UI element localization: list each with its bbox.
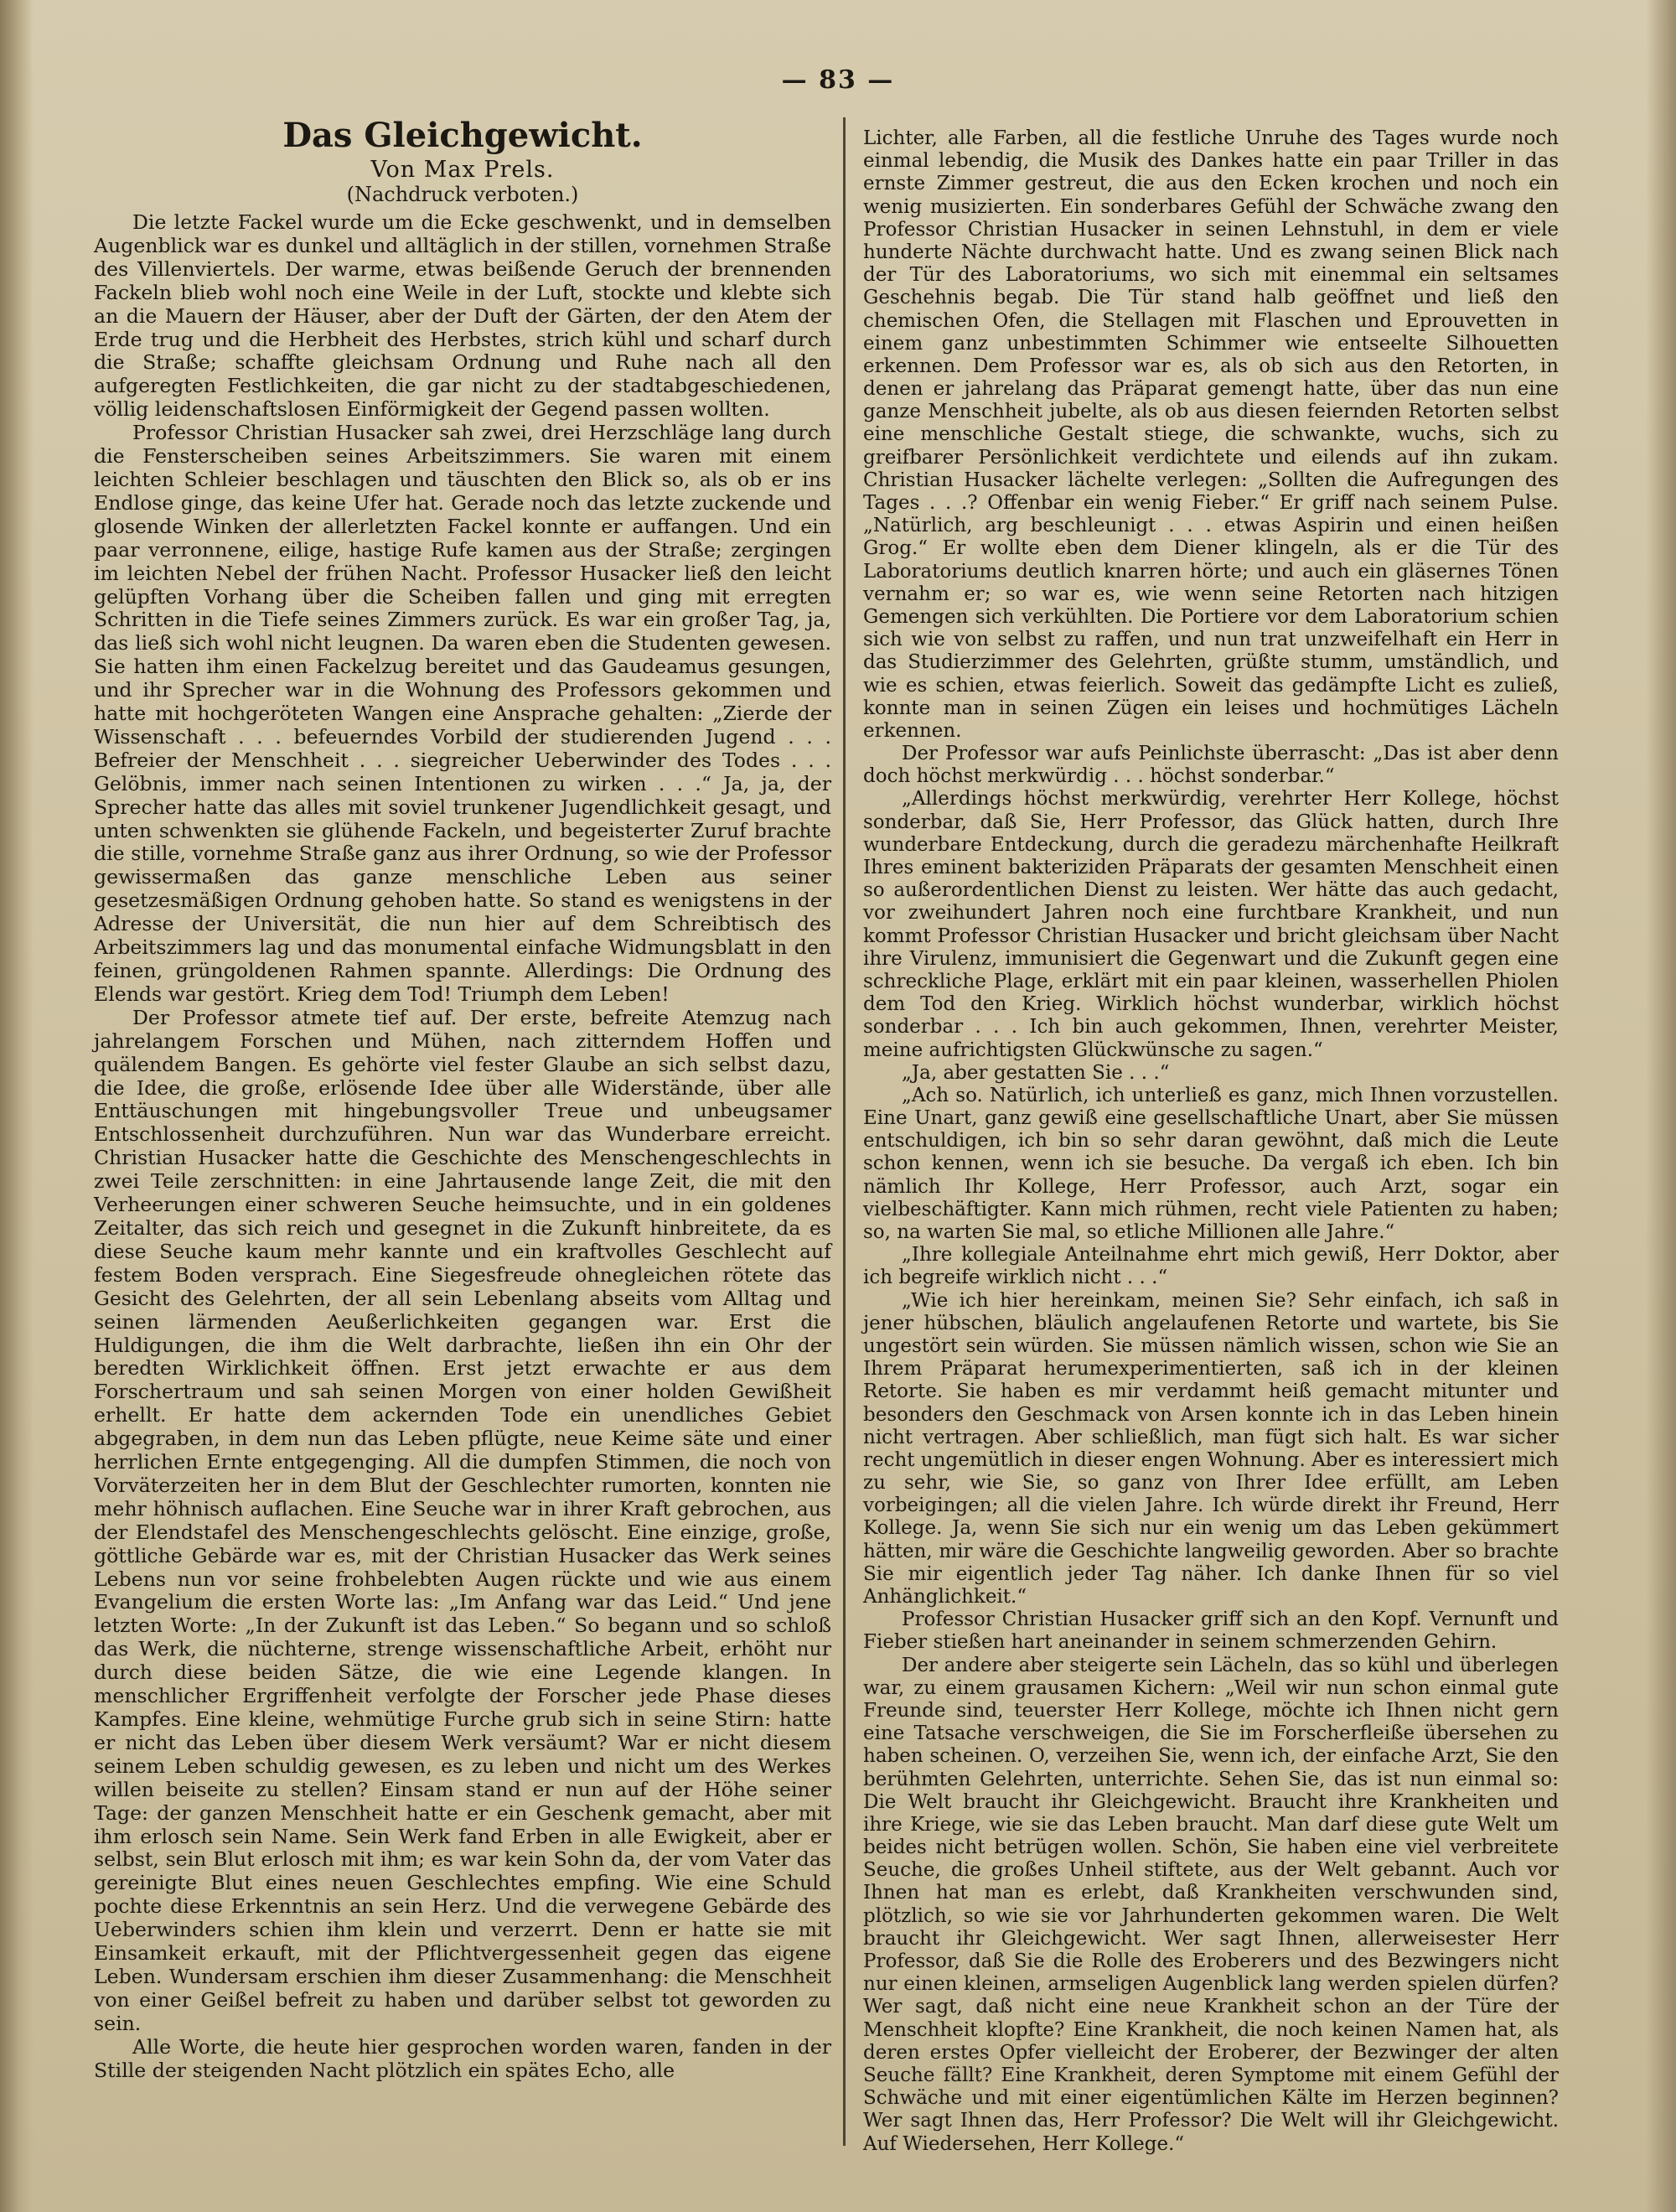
page-number: — 83 — — [781, 65, 895, 95]
reprint-note: (Nachdruck verboten.) — [346, 183, 579, 206]
paragraph: Der Professor war aufs Peinlichste überrascht: „Das ist aber denn doch höchst merkwürdig . . . höchst sonderbar.“ — [863, 743, 1559, 788]
paragraph: „Wie ich hier hereinkam, meinen Sie? Sehr einfach, ich saß in jener hübschen, bläulich angelaufenen Retorte und wartete, bis Sie ungestört sein würden. Sie müssen nämlich wissen, schon wie Sie an Ihrem Präparat herumexperimentierten, saß ich in der kleinen Retorte. Sie haben es mir verdammt heiß gemacht mitunter und besonders den Geschmack von Arsen konnte ich in das Leben hinein nicht vertragen. Aber schließlich, man fügt sich halt. Es war sicher recht ungemütlich in dieser engen Wohnung. Aber es interessiert mich zu sehr, wie Sie, so ganz von Ihrer Idee erfüllt, am Leben vorbeigingen; all die vielen Jahre. Ich würde direkt ihr Freund, Herr Kollege. Ja, wenn Sie sich nur ein wenig um das Leben gekümmert hätten, mir wäre die Geschichte langweilig geworden. Aber so brachte Sie mir eigentlich jeder Tag näher. Ich danke Ihnen für so viel Anhänglichkeit.“ — [863, 1289, 1559, 1608]
paragraph: Der Professor atmete tief auf. Der erste, befreite Atemzug nach jahrelangem Forschen und Mühen, nach zitterndem Hoffen und quälendem Bangen. Es gehörte viel fester Glaube an sich selbst dazu, die Idee, die große, erlösende Idee über alle Widerstände, über alle Enttäuschungen mit hingebungsvoller Treue und unbeugsamer Entschlossenheit durchzuführen. Nun war das Wunderbare erreicht. Christian Husacker hatte die Geschichte des Menschengeschlechts in zwei Teile zerschnitten: in eine Jahrtausende lange Zeit, die mit den Verheerungen einer schweren Seuche heimsuchte, und in ein goldenes Zeitalter, das sich reich und gesegnet in die Zukunft hinbreitete, da es diese Seuche kaum mehr kannte und ein kraftvolles Geschlecht auf festem Boden versprach. Eine Siegesfreude ohnegleichen rötete das Gesicht des Gelehrten, der all sein Lebenlang abseits vom Alltag und seinen lärmenden Aeußerlichkeiten gegangen war. Erst die Huldigungen, die ihm die Welt darbrachte, ließen ihn ein Ohr der beredten Wirklichkeit öffnen. Erst jetzt erwachte er aus dem Forschertraum und sah seinen Morgen von einer holden Gewißheit erhellt. Er hatte dem ackernden Tode ein unendliches Gebiet abgegraben, in dem nun das Leben pflügte, neue Keime säte und einer herrlichen Ernte entgegenging. All die dumpfen Stimmen, die noch von Vorväterzeiten her in dem Blut der Geschlechter rumorten, konnten nie mehr höhnisch auflachen. Eine Seuche war in ihrer Kraft gebrochen, aus der Elendstafel des Menschengeschlechts gelöscht. Eine einzige, große, göttliche Gebärde war es, mit der Christian Husacker das Werk seines Lebens nun vor seine frohbelebten Augen rückte und wie aus einem Evangelium die ersten Worte las: „Im Anfang war das Leid.“ Und jene letzten Worte: „In der Zukunft ist das Leben.“ So begann und so schloß das Werk, die nüchterne, strenge wissenschaftliche Arbeit, erhöht nur durch diese beiden Sätze, die wie eine Legende klangen. In menschlicher Ergriffenheit verfolgte der Forscher jede Phase dieses Kampfes. Eine kleine, wehmütige Furche grub sich in seine Stirn: hatte er nicht das Leben über diesem Werk versäumt? War er nicht diesem seinem Leben schuldig gewesen, es zu leben und nicht um des Werkes willen beiseite zu stellen? Einsam stand er nun auf der Höhe seiner Tage: der ganzen Menschheit hatte er ein Geschenk gemacht, aber mit ihm erlosch sein Name. Sein Werk fand Erben in alle Ewigkeit, aber er selbst, sein Blut erlosch mit ihm; es war kein Sohn da, der vom Vater das gereinigte Blut eines neuen Geschlechtes empfing. Wie eine Schuld pochte diese Erkenntnis an sein Herz. Und die verwegene Gebärde des Ueberwinders schien ihm klein und verzerrt. Denn er hatte sie mit Einsamkeit erkauft, mit der Pflichtvergessenheit gegen das eigene Leben. Wundersam erschien ihm dieser Zusammenhang: die Menschheit von einer Geißel befreit zu haben und darüber selbst tot geworden zu sein. — [94, 1005, 831, 2035]
paragraph: Der andere aber steigerte sein Lächeln, das so kühl und überlegen war, zu einem grausamen Kichern: „Weil wir nun schon einmal gute Freunde sind, teuerster Herr Kollege, möchte ich Ihnen nicht gern eine Tatsache verschweigen, die Sie im Forscherfleiße übersehen zu haben scheinen. O, verzeihen Sie, wenn ich, der einfache Arzt, Sie den berühmten Gelehrten, unterrichte. Sehen Sie, das ist nun einmal so: Die Welt braucht ihr Gleichgewicht. Braucht ihre Krankheiten und ihre Kriege, wie sie das Leben braucht. Man darf diese gute Welt um beides nicht betrügen wollen. Schön, Sie haben eine viel verbreitete Seuche, die großes Unheil stiftete, aus der Welt gebannt. Auch vor Ihnen hat man es erlebt, daß Krankheiten verschwunden sind, plötzlich, so wie sie vor Jahrhunderten gekommen waren. Die Welt braucht ihr Gleichgewicht. Wer sagt Ihnen, allerweisester Herr Professor, daß Sie die Rolle des Eroberers und des Bezwingers nicht nur einen kleinen, armseligen Augenblick lang werden spielen dürfen? Wer sagt, daß nicht eine neue Krankheit schon an der Türe der Menschheit klopfte? Eine Krankheit, die noch keinen Namen hat, als deren erstes Opfer vielleicht der Eroberer, der Bezwinger der alten Seuche fällt? Eine Krankheit, deren Symptome mit einem Gefühl der Schwäche und mit einer eigentümlichen Kälte im Herzen beginnen? Wer sagt Ihnen das, Herr Professor? Die Welt will ihr Gleichgewicht. Auf Wiedersehen, Herr Kollege.“ — [863, 1654, 1559, 2155]
paragraph: Die letzte Fackel wurde um die Ecke geschwenkt, und in demselben Augenblick war es dunkel und alltäglich in der stillen, vornehmen Straße des Villenviertels. Der warme, etwas beißende Geruch der brennenden Fackeln blieb wohl noch eine Weile in der Luft, stockte und klebte sich an die Mauern der Häuser, aber der Duft der Gärten, der den Atem der Erde trug und die Herbheit des Herbstes, strich kühl und scharf durch die Straße; schaffte gleichsam Ordnung und Ruhe nach all den aufgeregten Festlichkeiten, die gar nicht zu der stadtabgeschiedenen, völlig leidenschaftslosen Einförmigkeit der Gegend passen wollten. — [94, 210, 831, 422]
right-column — [863, 127, 1559, 2156]
paragraph: „Allerdings höchst merkwürdig, verehrter Herr Kollege, höchst sonderbar, daß Sie, Herr Professor, das Glück hatten, durch Ihre wunderbare Entdeckung, durch die geradezu märchenhafte Heilkraft Ihres eminent bakteriziden Präparats der gesamten Menschheit einen so außerordentlichen Dienst zu leisten. Wer hätte das auch gedacht, vor zweihundert Jahren noch eine furchtbare Krankheit, und nun kommt Professor Christian Husacker und bricht gleichsam über Nacht ihre Virulenz, immunisiert die Gegenwart und die Zukunft gegen eine schreckliche Plage, erklärt mit ein paar kleinen, wasserhellen Phiolen dem Tod den Krieg. Wirklich höchst wunderbar, wirklich höchst sonderbar . . . Ich bin auch gekommen, Ihnen, verehrter Meister, meine aufrichtigsten Glückwünsche zu sagen.“ — [863, 788, 1559, 1061]
article-title: Das Gleichgewicht. — [282, 116, 643, 155]
column-divider — [843, 117, 846, 2146]
paragraph: „Ja, aber gestatten Sie . . .“ — [902, 1061, 1170, 1084]
paragraph: Alle Worte, die heute hier gesprochen worden waren, fanden in der Stille der steigenden Nacht plötzlich ein spätes Echo, alle — [94, 2034, 831, 2082]
left-column — [94, 116, 831, 2083]
paragraph: „Ihre kollegiale Anteilnahme ehrt mich gewiß, Herr Doktor, aber ich begreife wirklich nicht . . .“ — [863, 1244, 1559, 1289]
paragraph: Professor Christian Husacker sah zwei, drei Herzschläge lang durch die Fensterscheiben seines Arbeitszimmers. Sie waren mit einem leichten Schleier beschlagen und täuschten den Blick so, als ob er ins Endlose ginge, das keine Ufer hat. Gerade noch das letzte zuckende und glosende Winken der allerletzten Fackel konnte er auffangen. Und ein paar verronnene, eilige, hastige Rufe kamen aus der Straße; zergingen im leichten Nebel der frühen Nacht. Professor Husacker ließ den leicht gelüpften Vorhang über die Scheiben fallen und ging mit erregten Schritten in die Tiefe seines Zimmers zurück. Es war ein großer Tag, ja, das ließ sich wohl nicht leugnen. Da waren eben die Studenten gewesen. Sie hatten ihm einen Fackelzug bereitet und das Gaudeamus gesungen, und ihr Sprecher war in die Wohnung des Professors gekommen und hatte mit hochgeröteten Wangen eine Ansprache gehalten: „Zierde der Wissenschaft . . . befeuerndes Vorbild der studierenden Jugend . . . Befreier der Menschheit . . . siegreicher Ueberwinder des Todes . . . Gelöbnis, immer nach seinen Intentionen zu wirken . . .“ Ja, ja, der Sprecher hatte das alles mit soviel trunkener Jugendlichkeit gesagt, und unten schwenkten sie glühende Fackeln, und begeisterter Zuruf brachte die stille, vornehme Straße ganz aus ihrer Ordnung, so wie der Professor gewissermaßen das ganze menschliche Leben aus seiner gesetzesmäßigen Ordnung gehoben hatte. So stand es wenigstens in der Adresse der Universität, die nun hier auf dem Schreibtisch des Arbeitszimmers lag und das monumental einfache Widmungsblatt in den feinen, grüngoldenen Rahmen spannte. Allerdings: Die Ordnung des Elends war gestört. Krieg dem Tod! Triumph dem Leben! — [94, 421, 831, 1006]
paragraph: Professor Christian Husacker griff sich an den Kopf. Vernunft und Fieber stießen hart aneinander in seinem schmerzenden Gehirn. — [863, 1608, 1559, 1654]
paragraph: „Ach so. Natürlich, ich unterließ es ganz, mich Ihnen vorzustellen. Eine Unart, ganz gewiß eine gesellschaftliche Unart, aber Sie müssen entschuldigen, ich bin so sehr daran gewöhnt, daß mich die Leute schon kennen, wenn ich sie besuche. Da vergaß ich eben. Ich bin nämlich Ihr Kollege, Herr Professor, auch Arzt, sogar ein vielbeschäftigter. Kann mich rühmen, recht viele Patienten zu haben; so, na warten Sie mal, so etliche Millionen alle Jahre.“ — [863, 1084, 1559, 1243]
paragraph: Lichter, alle Farben, all die festliche Unruhe des Tages wurde noch einmal lebendig, die Musik des Dankes hatte ein paar Triller in das ernste Zimmer gestreut, die aus den Ecken krochen und noch ein wenig musizierten. Ein sonderbares Gefühl der Schwäche zwang den Professor Christian Husacker in seinen Lehnstuhl, in dem er viele hunderte Nächte durchwacht hatte. Und es zwang seinen Blick nach der Tür des Laboratoriums, wo sich mit einemmal ein seltsames Geschehnis begab. Die Tür stand halb geöffnet und ließ den chemischen Ofen, die Stellagen mit Flaschen und Eprouvetten in einem ganz unbestimmten Schimmer wie entseelte Silhouetten erkennen. Dem Professor war es, als ob sich aus den Retorten, in denen er jahrelang das Präparat gemengt hatte, über das nun eine ganze Menschheit jubelte, als ob aus diesen feiernden Retorten selbst eine menschliche Gestalt stiege, die schwankte, wuchs, sich zu greifbarer Persönlichkeit verdichtete und eilends auf ihn zukam. Christian Husacker lächelte verlegen: „Sollten die Aufregungen des Tages . . .? Offenbar ein wenig Fieber.“ Er griff nach seinem Pulse. „Natürlich, arg beschleunigt . . . etwas Aspirin und einen heißen Grog.“ Er wollte eben dem Diener klingeln, als er die Tür des Laboratoriums deutlich knarren hörte; und auch ein gläsernes Tönen vernahm er; so war es, wie wenn seine Retorten nach hitzigen Gemengen sich verkühlten. Die Portiere vor dem Laboratorium schien sich wie von selbst zu raffen, und nun trat unzweifelhaft ein Herr in das Studierzimmer des Gelehrten, grüßte stumm, umständlich, und wie es schien, etwas feierlich. Soweit das gedämpfte Licht es zuließ, konnte man in seinen Zügen ein leises und hochmütiges Lächeln erkennen. — [863, 127, 1559, 742]
article-byline: Von Max Prels. — [370, 157, 555, 183]
page-binding-shadow — [0, 0, 34, 2212]
page-edge-shadow — [1646, 0, 1676, 2212]
